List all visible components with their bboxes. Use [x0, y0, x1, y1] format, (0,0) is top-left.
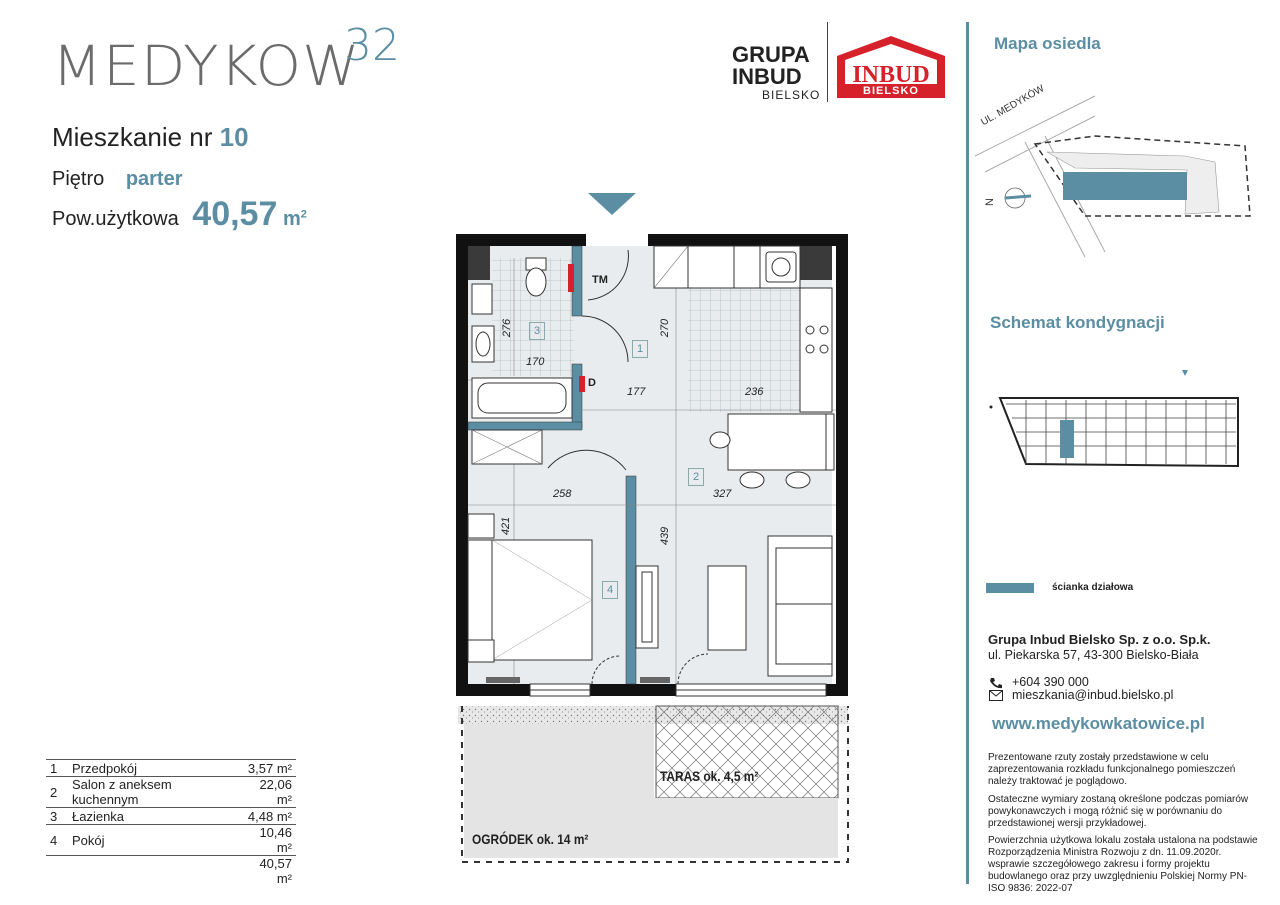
dim-439: 439 [659, 526, 672, 546]
table-row: 3 Łazienka 4,48 m² [46, 808, 296, 825]
inbud-badge-text: INBUD [852, 62, 930, 88]
company-name: Grupa Inbud Bielsko Sp. z o.o. Sp.k. [988, 632, 1211, 647]
floor-row: Piętro parter [52, 168, 183, 190]
rooms-table [46, 759, 296, 886]
taras-label: TARAS ok. 4,5 m² [660, 768, 759, 784]
entrance-arrow-icon [588, 193, 636, 215]
phone-icon [989, 677, 1003, 689]
area-value: 40,57 [192, 195, 278, 233]
dim-276: 276 [501, 318, 514, 338]
north-label: N [983, 198, 996, 206]
tm-label: TM [592, 274, 608, 286]
disclaimer-2: Ostateczne wymiary zostaną określone podczas pomiarów powykonawczych i mogą różnić się w porównaniu do przedstawionej wersji przykładowej. [988, 794, 1249, 829]
schema-title: Schemat kondygnacji [990, 313, 1165, 332]
room-number-1: 1 [632, 340, 648, 358]
developer-line3: BIELSKO [762, 88, 821, 102]
dim-177: 177 [627, 386, 646, 398]
disclaimer-3: Powierzchnia użytkowa lokalu została ustalona na podstawie Rozporządzenia Ministra Rozwoju z dn. 11.09.2020r. wsprawie szczegółowego zakresu i formy projektu budowlanego oraz przy uwzględnieniu Polskiej Normy PN-ISO 9836: 2022-07 [988, 835, 1258, 894]
email-icon [989, 690, 1003, 701]
map-title: Mapa osiedla [994, 34, 1101, 53]
apartment-number: 10 [219, 122, 249, 152]
table-total-row: 40,57 m² [46, 856, 296, 887]
website-link[interactable]: www.medykowkatowice.pl [992, 714, 1205, 733]
legend-swatch [986, 583, 1034, 593]
dim-270: 270 [659, 318, 672, 338]
developer-logo [732, 44, 947, 100]
brand-logo: MEDYKOW [52, 33, 361, 99]
area-row: Pow.użytkowa 40,57 $m^2$ [52, 195, 307, 233]
dim-236: 236 [745, 386, 764, 398]
developer-line2: INBUD [732, 64, 802, 89]
apartment-title: Mieszkanie nr 10 [52, 122, 249, 152]
table-row: 1 Przedpokój 3,57 m² [46, 760, 296, 777]
developer-line1: GRUPA [732, 42, 810, 67]
d-label: D [588, 377, 596, 389]
table-row: 4 Pokój 10,46 m² [46, 825, 296, 856]
company-address: ul. Piekarska 57, 43-300 Bielsko-Biała [988, 648, 1199, 662]
room-number-3: 3 [529, 322, 545, 340]
company-phone: +604 390 000 [1012, 675, 1089, 689]
street-label: UL. MEDYKÓW [979, 83, 1047, 129]
dim-170: 170 [526, 356, 545, 368]
dim-258: 258 [553, 488, 572, 500]
legend-label: ścianka działowa [1052, 582, 1134, 593]
brand-number: 32 [344, 20, 400, 71]
dim-421: 421 [500, 516, 513, 536]
floor-scheme [986, 366, 1250, 470]
disclaimer-1: Prezentowane rzuty zostały przedstawione w celu zaprezentowania rozkładu funkcjonalnego pomieszczeń należy traktować je poglądowo. [988, 752, 1236, 787]
estate-map [975, 92, 1265, 262]
dim-327: 327 [713, 488, 732, 500]
floor-value: parter [125, 168, 183, 190]
ogrodek-label: OGRÓDEK ok. 14 m² [472, 831, 589, 847]
table-row: 2 Salon z aneksem kuchennym 22,06 m² [46, 777, 296, 808]
room-number-2: 2 [688, 468, 704, 486]
company-email[interactable]: mieszkania@inbud.bielsko.pl [1012, 688, 1174, 702]
sidebar-divider [966, 22, 969, 884]
inbud-badge-sub: BIELSKO [863, 85, 919, 97]
room-number-4: 4 [602, 581, 618, 599]
